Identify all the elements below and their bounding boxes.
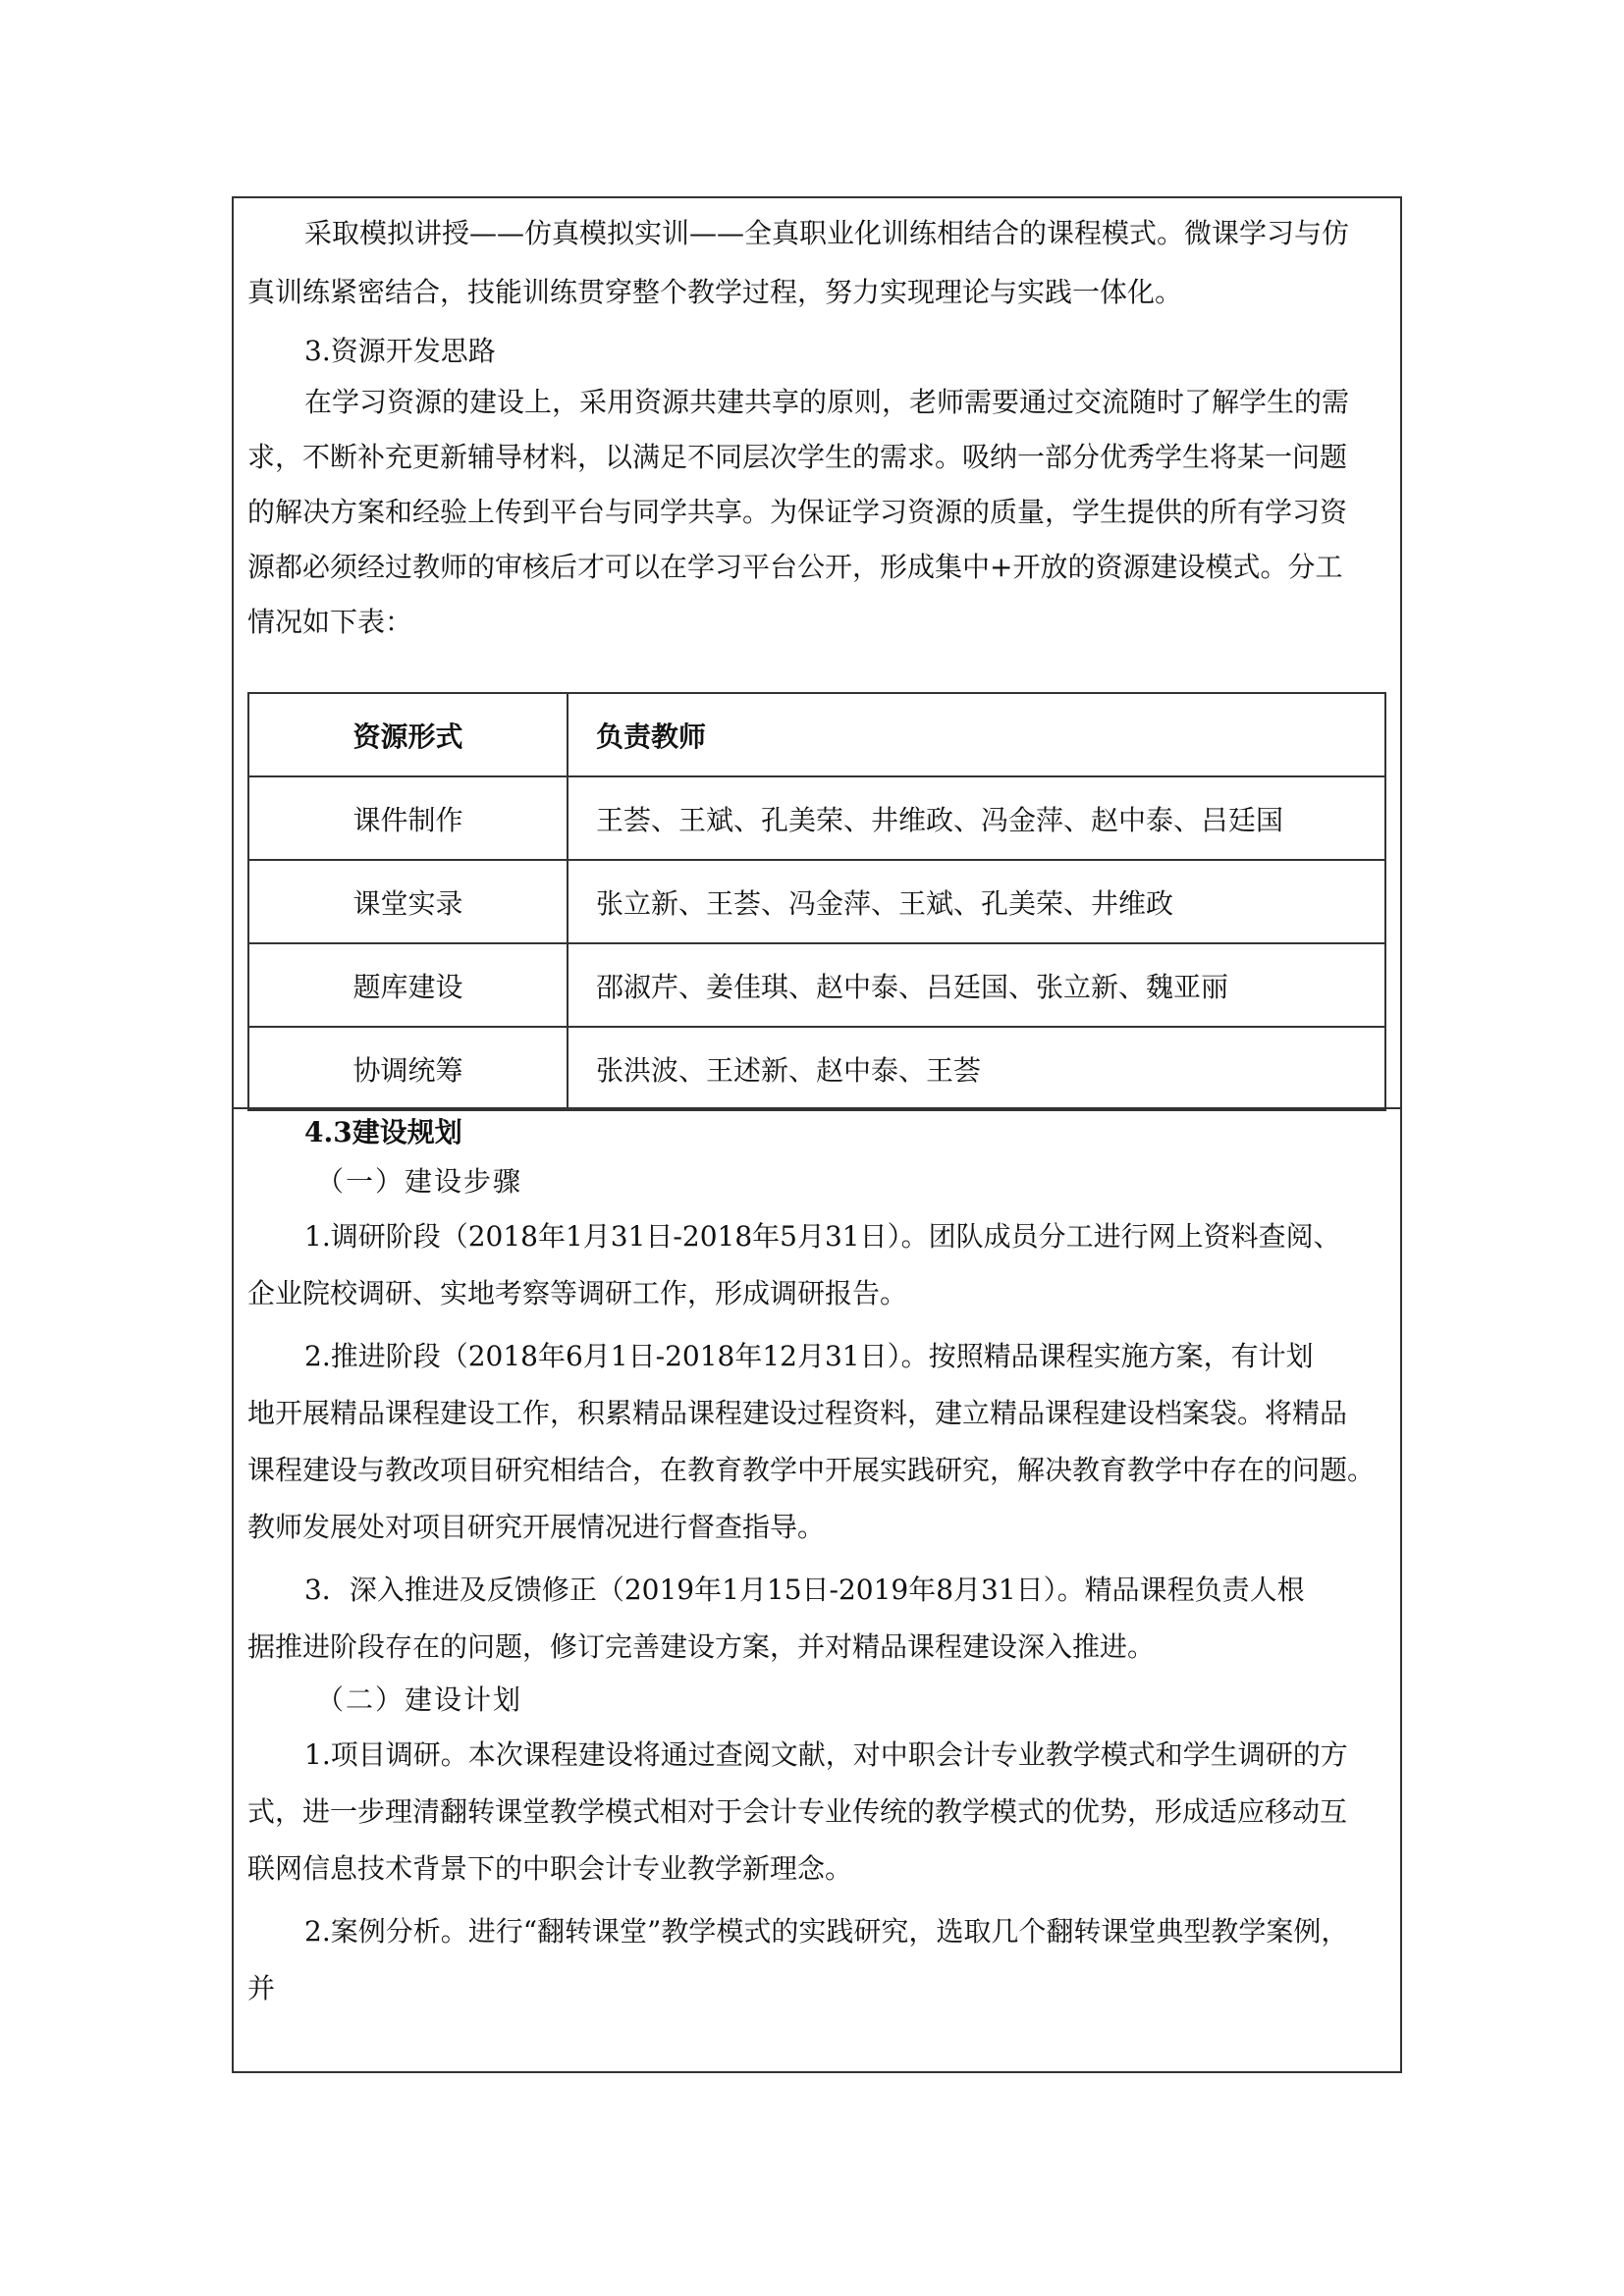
subheading: 3.资源开发思路 xyxy=(304,335,496,367)
table-cell: 张洪波、王述新、赵中泰、王荟 xyxy=(568,1027,1385,1110)
subsection-heading: （二）建设计划 xyxy=(316,1683,523,1716)
column-header: 资源形式 xyxy=(248,693,568,776)
paragraph-line: 2.推进阶段（2018年6月1日-2018年12月31日）。按照精品课程实施方案，有计划 xyxy=(304,1340,1314,1372)
paragraph-line: 式，进一步理清翻转课堂教学模式相对于会计专业传统的教学模式的优势，形成适应移动互 xyxy=(247,1795,1348,1828)
paragraph-line: 采取模拟讲授——仿真模拟实训——全真职业化训练相结合的课程模式。微课学习与仿 xyxy=(304,217,1350,249)
column-header: 负责教师 xyxy=(568,693,1385,776)
paragraph-line: 据推进阶段存在的问题，修订完善建设方案，并对精品课程建设深入推进。 xyxy=(247,1630,1156,1663)
section-heading: 4.3建设规划 xyxy=(304,1116,462,1148)
paragraph-line: 1.项目调研。本次课程建设将通过查阅文献，对中职会计专业教学模式和学生调研的方 xyxy=(304,1738,1348,1771)
table-cell: 协调统筹 xyxy=(248,1027,568,1110)
paragraph-line: 真训练紧密结合，技能训练贯穿整个教学过程，努力实现理论与实践一体化。 xyxy=(247,276,1183,308)
table-row xyxy=(248,1027,1385,1110)
table-cell: 课件制作 xyxy=(248,776,568,860)
subsection-heading: （一）建设步骤 xyxy=(316,1165,523,1198)
paragraph-line: 联网信息技术背景下的中职会计专业教学新理念。 xyxy=(247,1852,853,1885)
paragraph-line: 源都必须经过教师的审核后才可以在学习平台公开，形成集中+开放的资源建设模式。分工 xyxy=(247,551,1343,583)
table-cell: 王荟、王斌、孔美荣、井维政、冯金萍、赵中泰、吕廷国 xyxy=(568,776,1385,860)
table-cell: 题库建设 xyxy=(248,943,568,1027)
table-row xyxy=(248,776,1385,860)
paragraph-line: 教师发展处对项目研究开展情况进行督查指导。 xyxy=(247,1511,826,1543)
table-row xyxy=(248,943,1385,1027)
table-row xyxy=(248,860,1385,943)
paragraph-line: 地开展精品课程建设工作，积累精品课程建设过程资料，建立精品课程建设档案袋。将精品 xyxy=(247,1397,1348,1429)
paragraph-line: 1.调研阶段（2018年1月31日-2018年5月31日）。团队成员分工进行网上资料查阅、 xyxy=(304,1220,1341,1253)
paragraph-line: 企业院校调研、实地考察等调研工作，形成调研报告。 xyxy=(247,1277,908,1309)
paragraph-line: 课程建设与教改项目研究相结合，在教育教学中开展实践研究，解决教育教学中存在的问题。 xyxy=(247,1454,1376,1486)
table-cell: 张立新、王荟、冯金萍、王斌、孔美荣、井维政 xyxy=(568,860,1385,943)
paragraph-line: 在学习资源的建设上，采用资源共建共享的原则，老师需要通过交流随时了解学生的需 xyxy=(304,386,1350,418)
paragraph-line: 情况如下表： xyxy=(247,606,413,638)
table-header-row xyxy=(248,693,1385,776)
table-cell: 邵淑芹、姜佳琪、赵中泰、吕廷国、张立新、魏亚丽 xyxy=(568,943,1385,1027)
paragraph-line: 3．深入推进及反馈修正（2019年1月15日-2019年8月31日）。精品课程负责人根 xyxy=(304,1574,1305,1606)
resource-assignment-table xyxy=(247,692,1386,1111)
table-cell: 课堂实录 xyxy=(248,860,568,943)
paragraph-line: 的解决方案和经验上传到平台与同学共享。为保证学习资源的质量，学生提供的所有学习资 xyxy=(247,496,1348,528)
paragraph-line: 求，不断补充更新辅导材料，以满足不同层次学生的需求。吸纳一部分优秀学生将某一问题 xyxy=(247,441,1348,473)
paragraph-line: 并 xyxy=(247,1972,276,2004)
paragraph-line: 2.案例分析。进行“翻转课堂”教学模式的实践研究，选取几个翻转课堂典型教学案例， xyxy=(304,1915,1349,1948)
